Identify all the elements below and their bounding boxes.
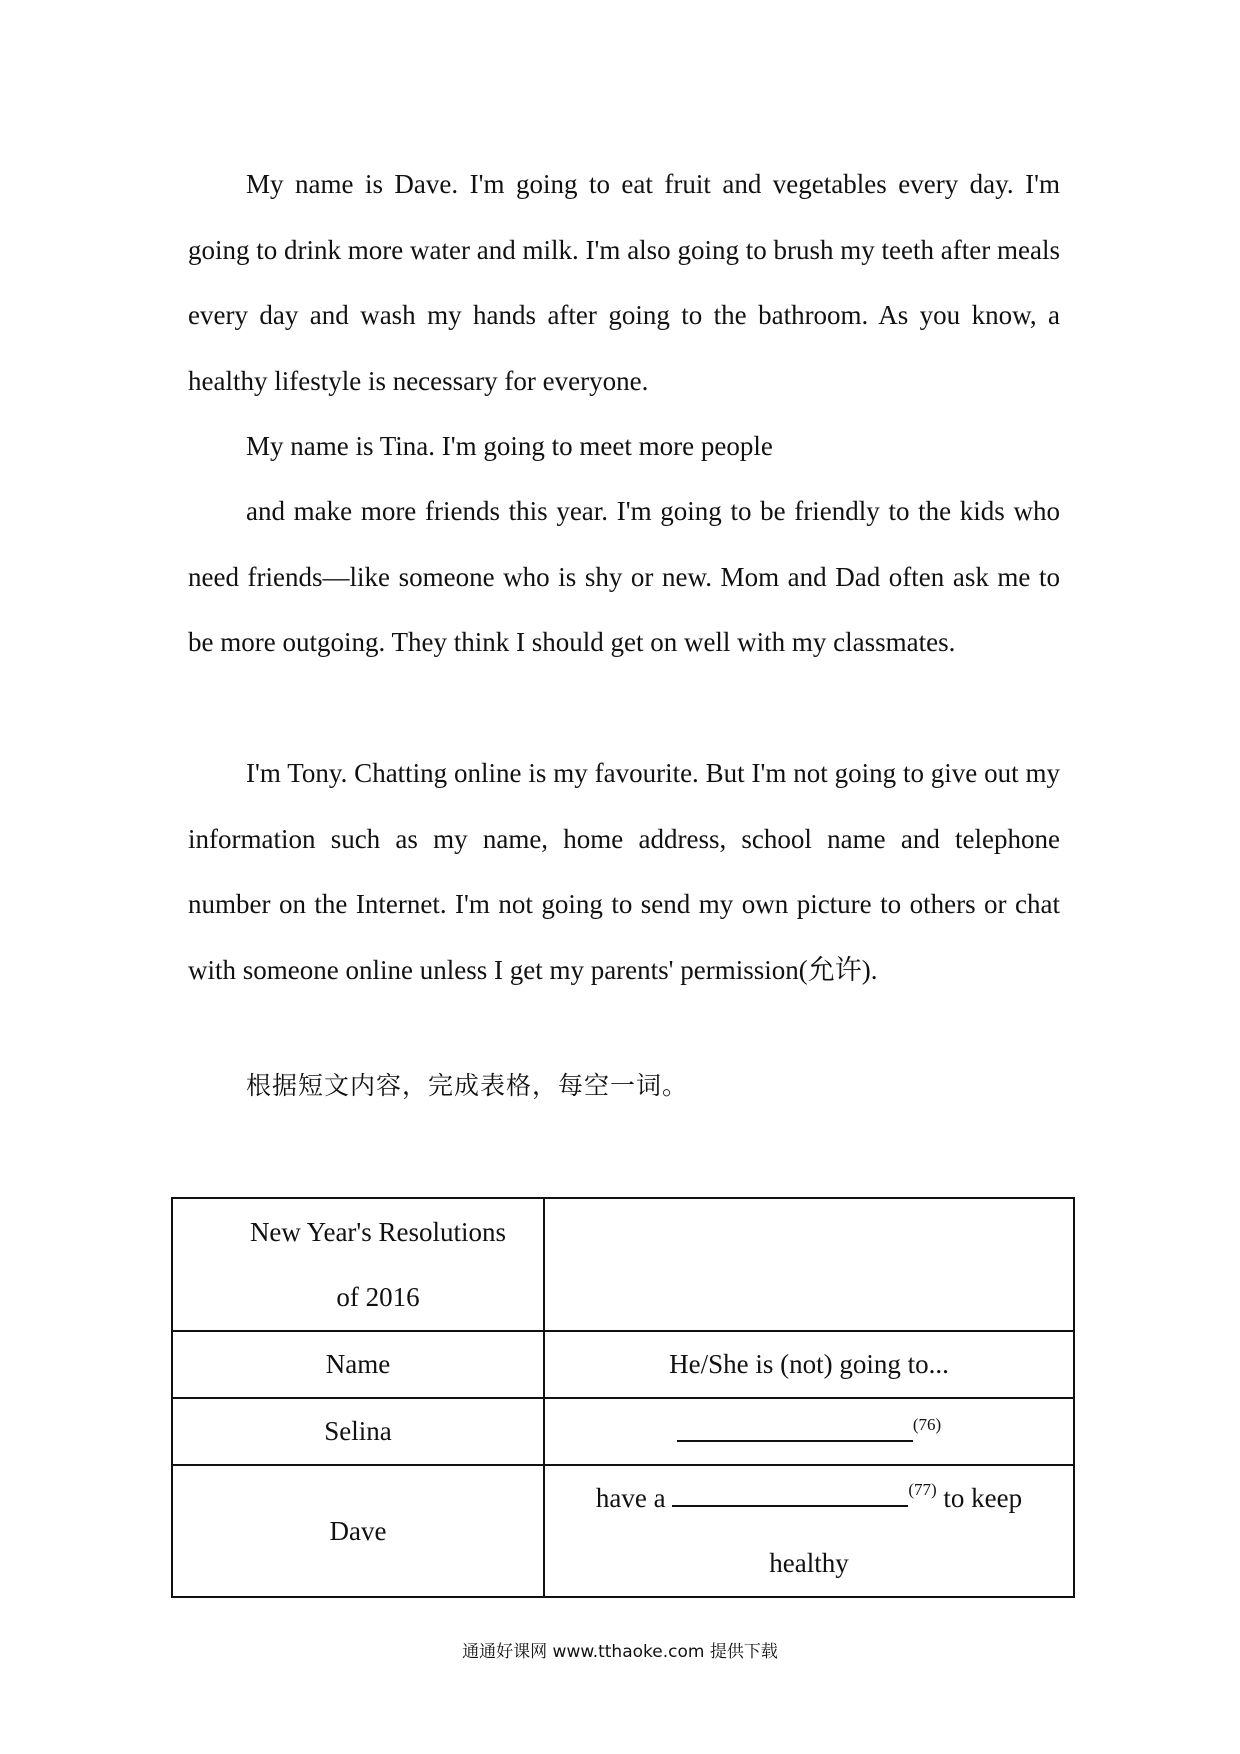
table-row (172, 1398, 1074, 1465)
header-name-cell: Name (172, 1331, 544, 1398)
table-title-empty-cell (544, 1198, 1074, 1331)
table-header-row (172, 1331, 1074, 1398)
header-action-cell: He/She is (not) going to... (544, 1331, 1074, 1398)
table-title-row (172, 1198, 1074, 1331)
resolutions-table (171, 1197, 1075, 1598)
table-title (173, 1200, 543, 1330)
paragraph-tina-first-line: My name is Tina. I'm going to meet more people (246, 431, 773, 461)
row-action-cell (544, 1465, 1074, 1597)
table-row (172, 1465, 1074, 1597)
answer-blank-76[interactable] (677, 1414, 913, 1442)
blank-number: (76) (912, 1415, 942, 1434)
paragraph-dave: My name is Dave. I'm going to eat fruit and vegetables every day. I'm going to drink more water and milk. I'm also going to brush my teeth after meals every day and wash my hands after going to the bathroom. As you know, a healthy lifestyle is necessary for everyone. (188, 169, 1060, 396)
table-title-line1: New Year's Resolutions (249, 1216, 507, 1247)
action-suffix: to keep (943, 1483, 1023, 1513)
action-line2: healthy (769, 1548, 849, 1578)
row-name-cell: Selina (172, 1398, 544, 1465)
action-prefix: have a (595, 1483, 666, 1513)
blank-number: (77) (908, 1480, 937, 1499)
table-title-cell (172, 1198, 544, 1331)
table-title-line2: of 2016 (336, 1281, 420, 1312)
action-text (549, 1466, 1069, 1596)
row-action-cell (544, 1398, 1074, 1465)
paragraph-tony: I'm Tony. Chatting online is my favourite. But I'm not going to give out my information such as my name, home address, school name and telephone number on the Internet. I'm not going to send my own picture to others or chat with someone online unless I get my parents' permission(允许). (188, 758, 1060, 985)
footer-watermark: 通通好课网 www.tthaoke.com 提供下载 (462, 1642, 778, 1662)
row-name-cell: Dave (172, 1465, 544, 1597)
paragraph-tina: and make more friends this year. I'm going to be friendly to the kids who need friends—like someone who is shy or new. Mom and Dad often ask me to be more outgoing. They think I should get on well with my classmates. (188, 496, 1060, 657)
answer-blank-77[interactable] (672, 1479, 908, 1507)
exercise-instruction: 根据短文内容，完成表格，每空一词。 (246, 1071, 689, 1100)
